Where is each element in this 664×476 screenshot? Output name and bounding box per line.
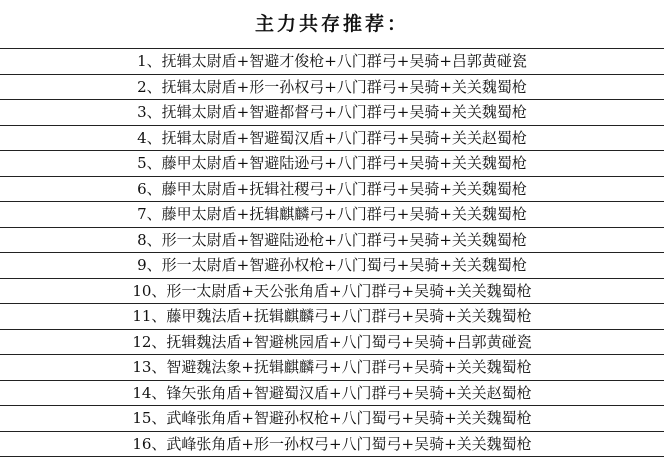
- item-combo: 抚辑太尉盾+形一孙权弓+八门群弓+吴骑+关关魏蜀枪: [161, 77, 527, 96]
- list-item: [0, 355, 664, 381]
- item-combo: 抚辑太尉盾+智避才俊枪+八门群弓+吴骑+吕郭黄碰瓷: [161, 52, 527, 70]
- list-item: [0, 75, 664, 101]
- item-combo: 抚辑魏法盾+智避桃园盾+八门蜀弓+吴骑+吕郭黄碰瓷: [166, 332, 532, 351]
- item-number: 12、: [132, 332, 167, 351]
- list-item: [0, 279, 664, 305]
- item-number: 2、: [137, 77, 162, 96]
- item-number: 16、: [132, 434, 167, 453]
- item-number: 1、: [137, 52, 162, 70]
- item-number: 8、: [137, 230, 162, 249]
- item-number: 10、: [132, 281, 167, 300]
- list-item: [0, 202, 664, 228]
- item-combo: 形一太尉盾+天公张角盾+八门群弓+吴骑+关关魏蜀枪: [166, 281, 532, 300]
- list-item: [0, 49, 664, 75]
- list-item: [0, 100, 664, 126]
- item-number: 4、: [137, 128, 162, 147]
- item-combo: 武峰张角盾+形一孙权弓+八门蜀弓+吴骑+关关魏蜀枪: [166, 434, 532, 453]
- item-number: 14、: [132, 383, 167, 402]
- item-number: 5、: [137, 154, 162, 172]
- item-combo: 武峰张角盾+智避孙权枪+八门蜀弓+吴骑+关关魏蜀枪: [166, 409, 532, 427]
- item-combo: 锋矢张角盾+智避蜀汉盾+八门群弓+吴骑+关关赵蜀枪: [166, 383, 532, 402]
- item-number: 6、: [137, 179, 162, 198]
- list-item: [0, 253, 664, 279]
- item-combo: 藤甲魏法盾+抚辑麒麟弓+八门群弓+吴骑+关关魏蜀枪: [166, 307, 532, 325]
- list-item: [0, 126, 664, 152]
- item-combo: 形一太尉盾+智避陆逊枪+八门群弓+吴骑+关关魏蜀枪: [161, 230, 527, 249]
- page-title: 主力共存推荐：: [254, 13, 409, 35]
- list-item: [0, 406, 664, 432]
- item-combo: 藤甲太尉盾+抚辑社稷弓+八门群弓+吴骑+关关魏蜀枪: [161, 179, 527, 198]
- item-number: 7、: [137, 205, 162, 223]
- list-item: [0, 381, 664, 407]
- item-number: 9、: [137, 256, 162, 274]
- list-item: [0, 432, 664, 458]
- list-item: [0, 177, 664, 203]
- item-combo: 智避魏法象+抚辑麒麟弓+八门群弓+吴骑+关关魏蜀枪: [166, 358, 532, 376]
- item-number: 15、: [132, 409, 167, 427]
- list-item: [0, 304, 664, 330]
- item-combo: 藤甲太尉盾+智避陆逊弓+八门群弓+吴骑+关关魏蜀枪: [161, 154, 527, 172]
- item-number: 3、: [137, 103, 162, 121]
- recommendation-list: [0, 48, 664, 457]
- item-combo: 抚辑太尉盾+智避都督弓+八门群弓+吴骑+关关魏蜀枪: [161, 103, 527, 121]
- item-combo: 形一太尉盾+智避孙权枪+八门蜀弓+吴骑+关关魏蜀枪: [161, 256, 527, 274]
- list-item: [0, 228, 664, 254]
- item-combo: 藤甲太尉盾+抚辑麒麟弓+八门群弓+吴骑+关关魏蜀枪: [161, 205, 527, 223]
- item-combo: 抚辑太尉盾+智避蜀汉盾+八门群弓+吴骑+关关赵蜀枪: [161, 128, 527, 147]
- item-number: 13、: [132, 358, 167, 376]
- list-item: [0, 330, 664, 356]
- list-item: [0, 151, 664, 177]
- item-number: 11、: [132, 307, 167, 325]
